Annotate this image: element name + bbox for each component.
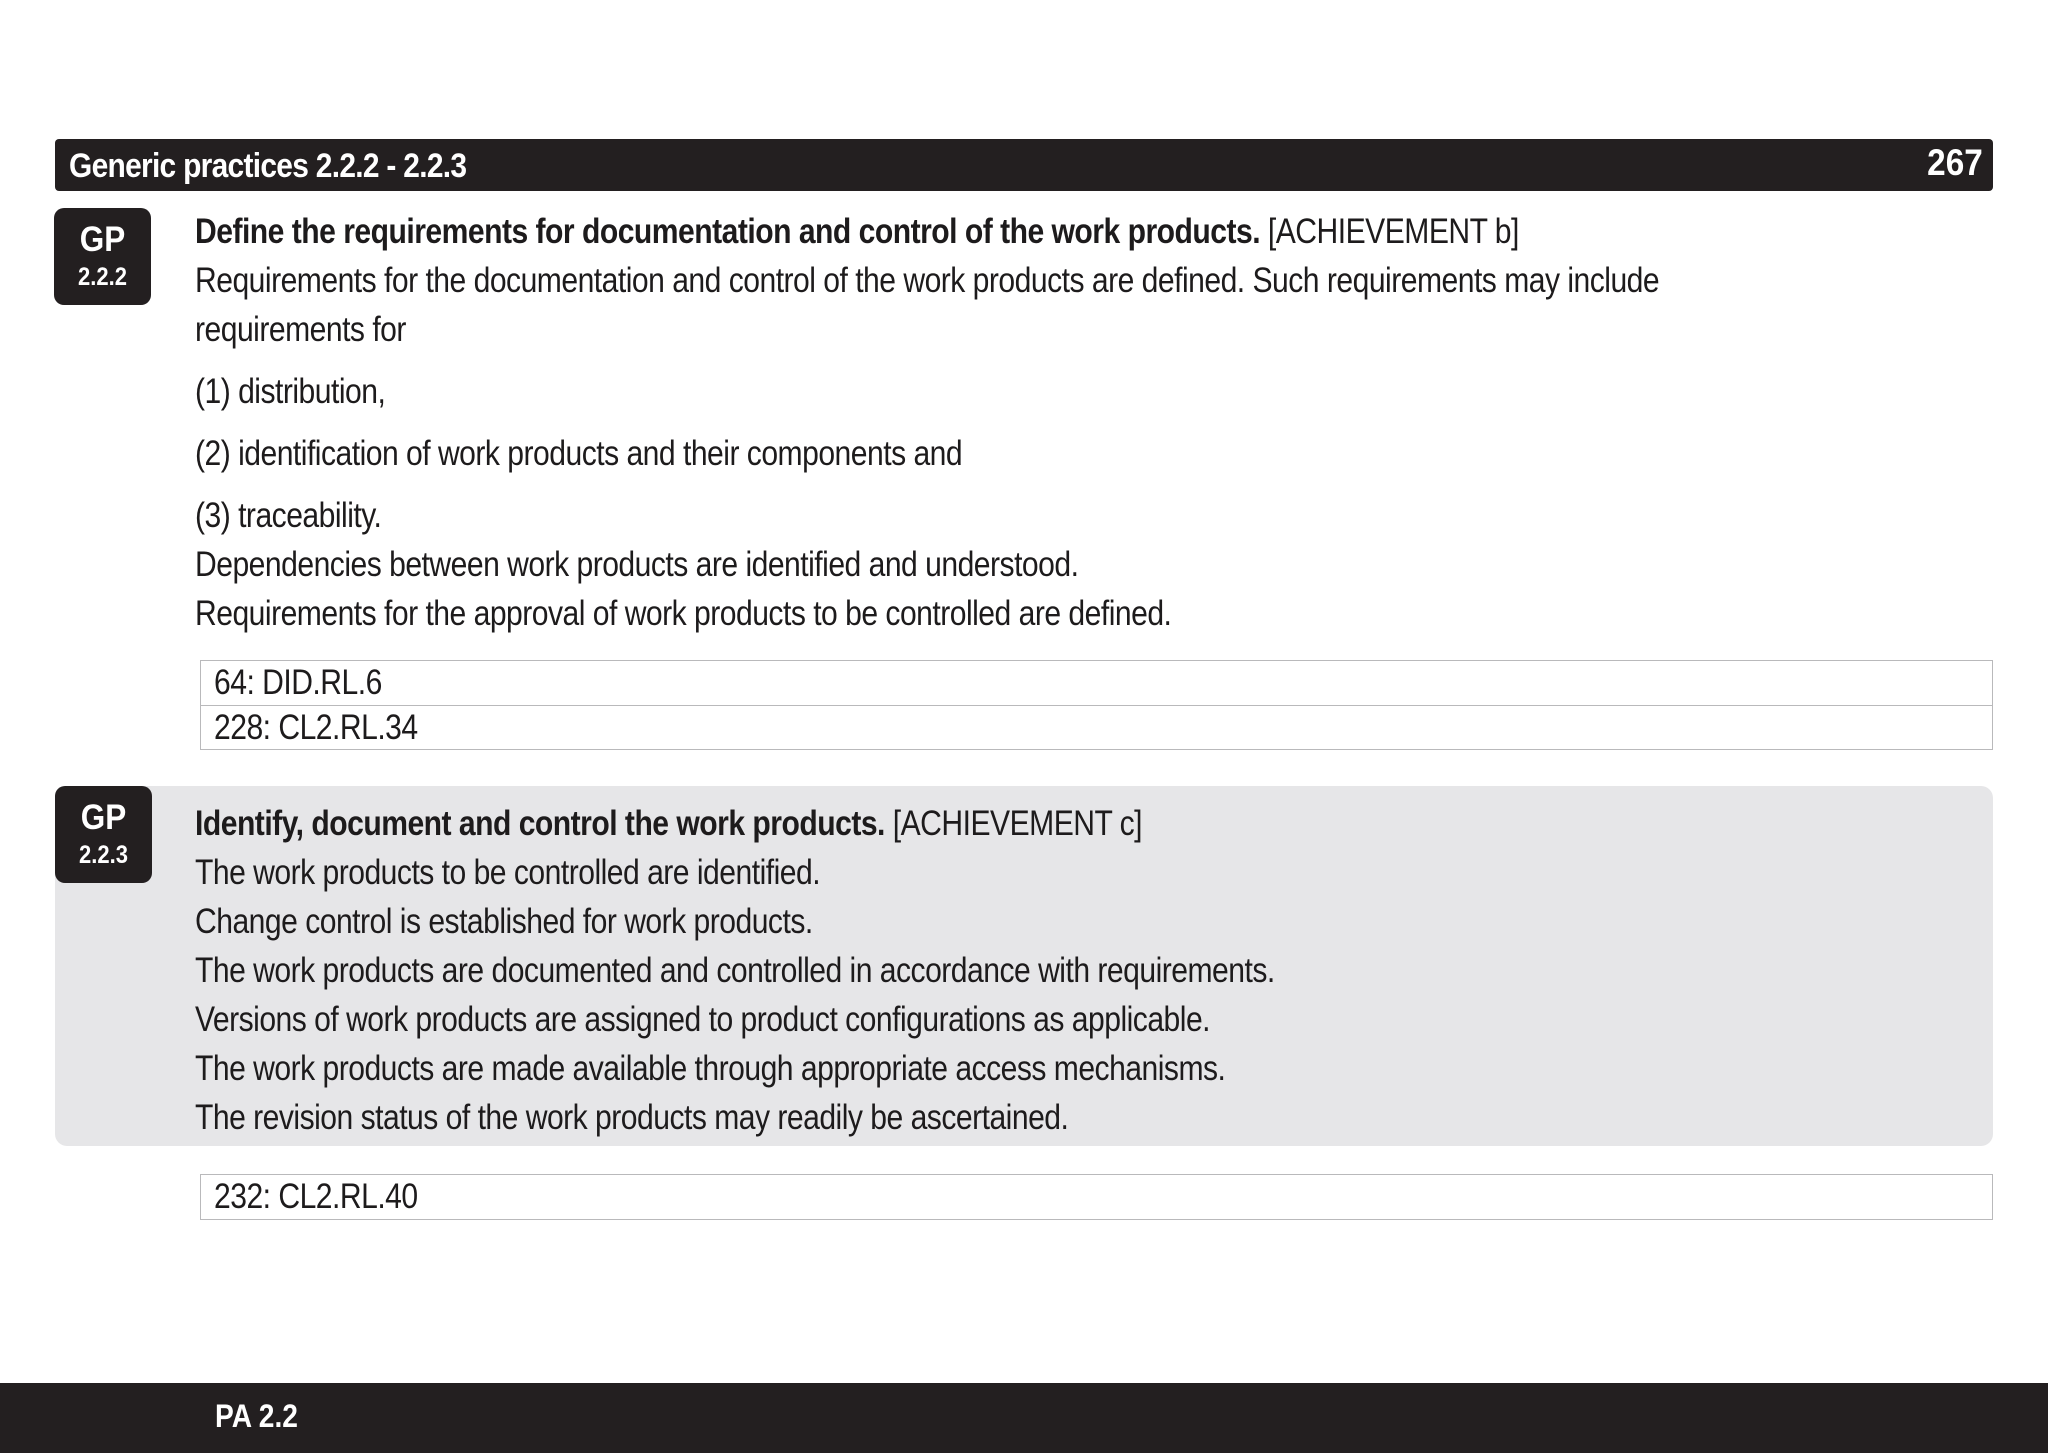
- gp-223-line: The work products are documented and controlled in accordance with requirements.: [195, 951, 1275, 990]
- page-number: 267: [1927, 142, 1983, 183]
- gp-222-line: Dependencies between work products are identified and understood.: [195, 545, 1079, 584]
- page-header-bar: [55, 139, 1993, 191]
- gp-222-heading: Define the requirements for documentation and control of the work products.: [195, 212, 1261, 251]
- gp-222-achievement: [ACHIEVEMENT b]: [1267, 212, 1519, 251]
- gp-223-line: The work products to be controlled are identified.: [195, 853, 821, 892]
- page-title: Generic practices 2.2.2 - 2.2.3: [69, 147, 467, 185]
- gp-222-line: Requirements for the documentation and control of the work products are defined. Such requirements may include: [195, 261, 1660, 300]
- gp-223-text: [195, 799, 1835, 1142]
- gp-223-achievement: [ACHIEVEMENT c]: [892, 804, 1143, 843]
- gp-223-line: The revision status of the work products may readily be ascertained.: [195, 1098, 1069, 1137]
- gp-223-badge: [55, 786, 152, 883]
- gp-223-heading: Identify, document and control the work products.: [195, 804, 885, 843]
- gp-223-line: The work products are made available through appropriate access mechanisms.: [195, 1049, 1226, 1088]
- gp-222-badge: [54, 208, 151, 305]
- gp-222-list-item: (3) traceability.: [195, 496, 382, 535]
- reference-link[interactable]: 232: CL2.RL.40: [214, 1177, 418, 1216]
- gp-222-reference-table: [200, 660, 1993, 750]
- reference-row: [201, 661, 1992, 705]
- gp-badge-number: 2.2.2: [78, 263, 127, 291]
- reference-row: [201, 705, 1992, 749]
- gp-223-reference-table: [200, 1174, 1993, 1220]
- gp-222-text: [195, 207, 1835, 638]
- gp-222-heading-line: [195, 207, 1605, 256]
- gp-223-line: Change control is established for work products.: [195, 902, 813, 941]
- gp-badge-label: GP: [79, 220, 126, 259]
- gp-223-line: Versions of work products are assigned to product configurations as applicable.: [195, 1000, 1211, 1039]
- gp-badge-label: GP: [80, 798, 127, 837]
- gp-badge-number: 2.2.3: [79, 841, 128, 869]
- footer-section-label: PA 2.2: [215, 1398, 298, 1434]
- reference-link[interactable]: 64: DID.RL.6: [214, 663, 382, 702]
- gp-222-list-item: (1) distribution,: [195, 372, 386, 411]
- gp-222-line: Requirements for the approval of work products to be controlled are defined.: [195, 594, 1172, 633]
- gp-222-list-item: (2) identification of work products and their components and: [195, 434, 963, 473]
- gp-223-heading-line: [195, 799, 1605, 848]
- reference-row: [201, 1175, 1992, 1219]
- page-footer-bar: [0, 1383, 2048, 1453]
- gp-222-line: requirements for: [195, 310, 406, 349]
- reference-link[interactable]: 228: CL2.RL.34: [214, 708, 418, 747]
